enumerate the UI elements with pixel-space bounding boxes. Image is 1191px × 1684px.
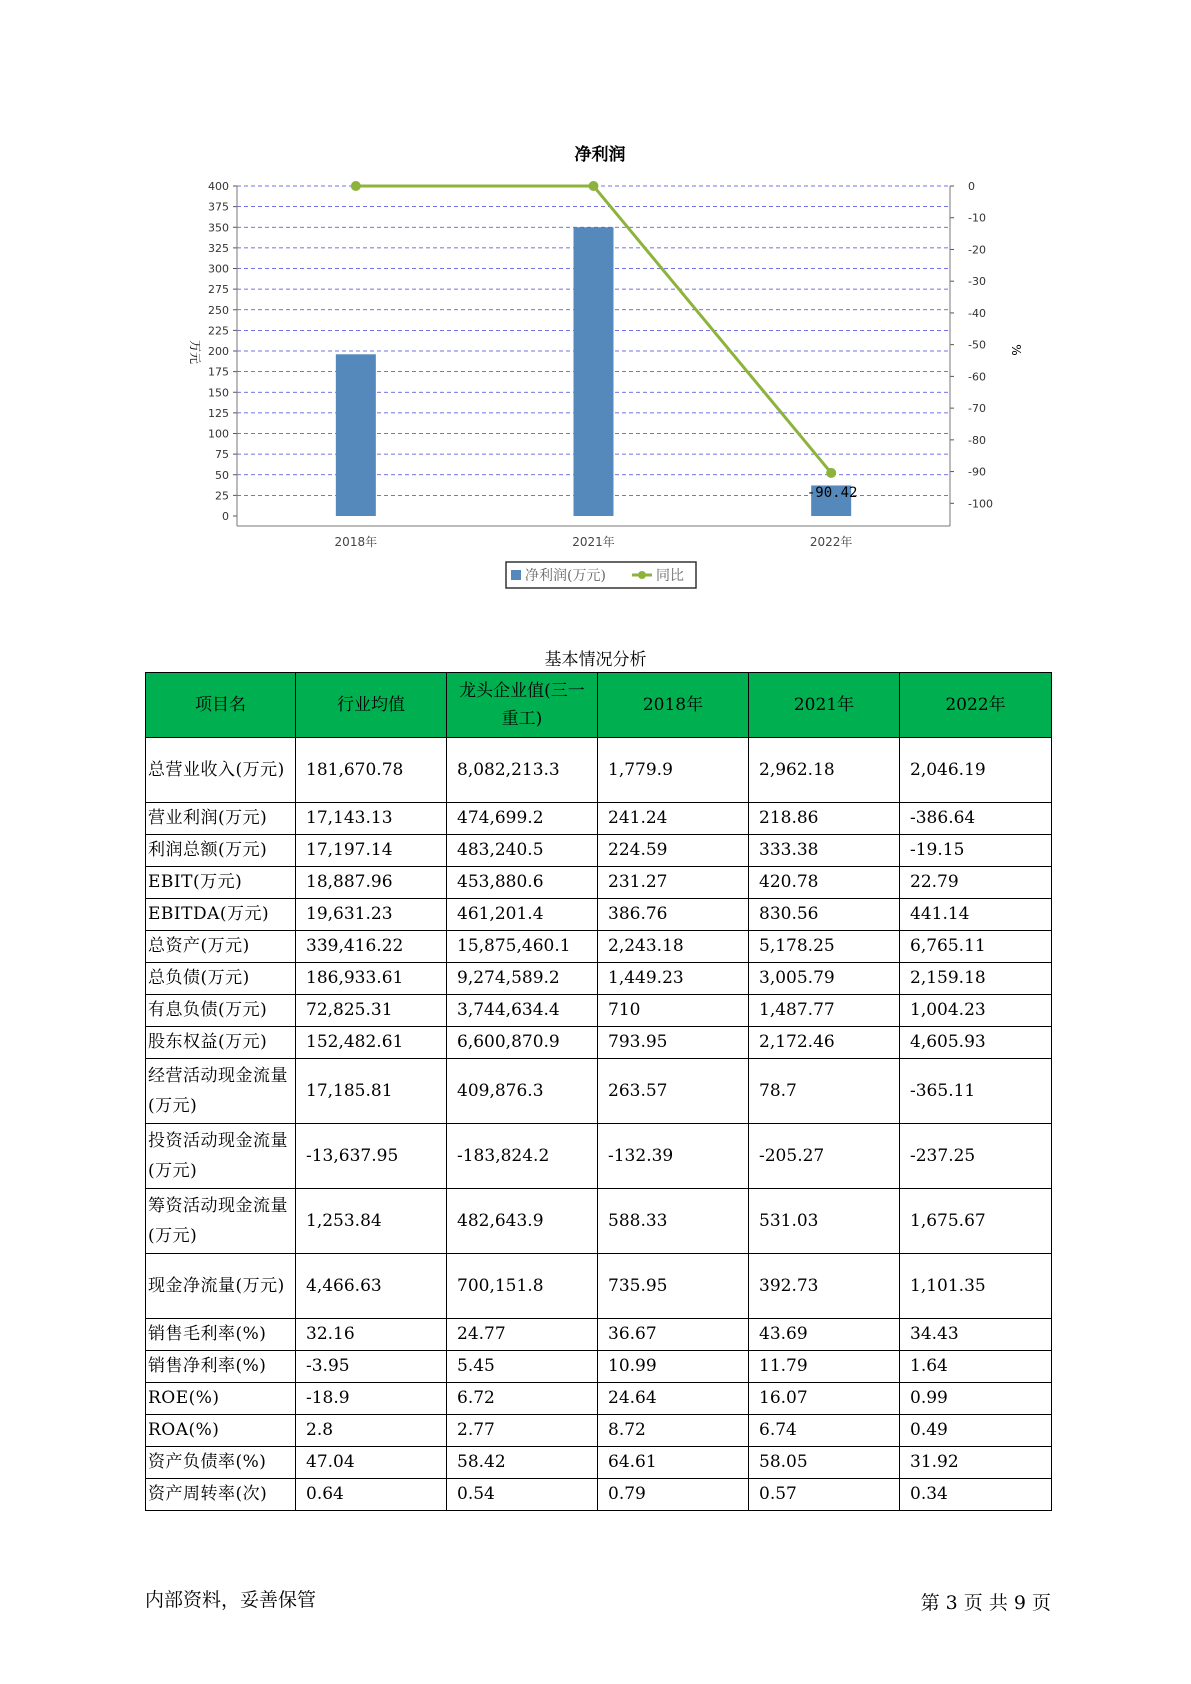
value-cell: 6,600,870.9 [447,1027,598,1059]
value-cell: 241.24 [598,803,749,835]
value-cell: 34.43 [900,1319,1052,1351]
value-cell: 793.95 [598,1027,749,1059]
left-axis-tick-label: 275 [208,283,229,297]
value-cell: -205.27 [749,1124,900,1189]
value-cell: -18.9 [296,1383,447,1415]
value-cell: 6.74 [749,1415,900,1447]
table-row [146,1027,1052,1059]
value-cell: 58.05 [749,1447,900,1479]
value-cell: 483,240.5 [447,835,598,867]
value-cell: 700,151.8 [447,1254,598,1319]
legend-bar-swatch [511,570,521,580]
table-row [146,738,1052,803]
legend-line-label: 同比 [656,568,684,584]
value-cell: 64.61 [598,1447,749,1479]
left-axis-tick-label: 200 [208,345,229,358]
value-cell: 22.79 [900,867,1052,899]
value-cell: 2,962.18 [749,738,900,803]
value-cell: -237.25 [900,1124,1052,1189]
value-cell: 152,482.61 [296,1027,447,1059]
legend-bar-label: 净利润(万元) [525,568,606,584]
left-axis-tick-label: 0 [222,510,229,523]
left-axis-tick-label: 150 [208,386,229,400]
value-cell: 409,876.3 [447,1059,598,1124]
value-cell: 4,605.93 [900,1027,1052,1059]
row-name-cell: 总营业收入(万元) [146,738,296,803]
right-axis-tick-label: -70 [968,402,986,416]
left-axis-tick-label: 400 [208,180,229,193]
x-axis-tick-label: 2018年 [334,535,378,549]
basic-analysis-table [145,672,1052,1511]
value-cell: 2.77 [447,1415,598,1447]
value-cell: 4,466.63 [296,1254,447,1319]
value-cell: 15,875,460.1 [447,931,598,963]
bar [574,227,614,516]
left-axis-tick-label: 175 [208,365,229,379]
value-cell: 0.64 [296,1479,447,1511]
header-cell: 龙头企业值(三一重工) [447,673,598,738]
legend-line-marker [638,571,646,579]
yoy-point [826,468,836,478]
right-axis-tick-label: -40 [968,306,986,320]
row-name-cell: 营业利润(万元) [146,803,296,835]
value-cell: -365.11 [900,1059,1052,1124]
header-cell: 2018年 [598,673,749,738]
value-cell: 441.14 [900,899,1052,931]
right-axis-label: % [1009,344,1023,356]
table-row [146,1415,1052,1447]
value-cell: 710 [598,995,749,1027]
table-row [146,1059,1052,1124]
value-cell: 3,744,634.4 [447,995,598,1027]
value-cell: 333.38 [749,835,900,867]
value-cell: 1,004.23 [900,995,1052,1027]
value-cell: -386.64 [900,803,1052,835]
row-name-cell: 资产负债率(%) [146,1447,296,1479]
row-name-cell: 总负债(万元) [146,963,296,995]
value-cell: 263.57 [598,1059,749,1124]
value-cell: 11.79 [749,1351,900,1383]
header-cell: 项目名 [146,673,296,738]
value-cell: 224.59 [598,835,749,867]
left-axis-tick-label: 75 [215,448,229,462]
value-cell: 461,201.4 [447,899,598,931]
value-cell: 0.99 [900,1383,1052,1415]
left-axis-tick-label: 375 [208,200,229,214]
value-cell: 1,675.67 [900,1189,1052,1254]
table-row [146,835,1052,867]
footer-confidential: 内部资料，妥善保管 [145,1589,317,1611]
value-cell: 0.57 [749,1479,900,1511]
row-name-cell: 经营活动现金流量(万元) [146,1059,296,1124]
value-cell: 0.34 [900,1479,1052,1511]
value-cell: 0.79 [598,1479,749,1511]
value-cell: 474,699.2 [447,803,598,835]
value-cell: 18,887.96 [296,867,447,899]
value-cell: 8,082,213.3 [447,738,598,803]
right-axis-tick-label: -50 [968,338,986,352]
left-axis-tick-label: 50 [215,468,229,482]
left-axis-label: 万元 [188,339,202,365]
value-cell: 420.78 [749,867,900,899]
value-cell: 17,197.14 [296,835,447,867]
value-cell: 218.86 [749,803,900,835]
right-axis-tick-label: -90 [968,465,986,479]
table-row [146,899,1052,931]
right-axis-tick-label: -10 [968,211,986,225]
row-name-cell: ROE(%) [146,1383,296,1415]
left-axis-tick-label: 250 [208,303,229,317]
left-axis-tick-label: 100 [208,427,229,441]
value-cell: 1,101.35 [900,1254,1052,1319]
value-cell: 72,825.31 [296,995,447,1027]
left-axis-tick-label: 350 [208,221,229,235]
table-row [146,995,1052,1027]
net-profit-chart [0,0,1191,600]
right-axis-tick-label: -30 [968,275,986,289]
value-cell: 2,046.19 [900,738,1052,803]
value-cell: 2,243.18 [598,931,749,963]
row-name-cell: 投资活动现金流量(万元) [146,1124,296,1189]
value-cell: 58.42 [447,1447,598,1479]
value-cell: 588.33 [598,1189,749,1254]
value-cell: 482,643.9 [447,1189,598,1254]
left-axis-tick-label: 125 [208,406,229,420]
left-axis-tick-label: 225 [208,324,229,338]
value-cell: 3,005.79 [749,963,900,995]
footer-page-number: 第 3 页 共 9 页 [920,1592,1051,1614]
value-cell: 43.69 [749,1319,900,1351]
left-axis-tick-label: 300 [208,262,229,276]
right-axis-tick-label: -80 [968,433,986,447]
bar [336,354,376,516]
value-cell: 0.49 [900,1415,1052,1447]
value-cell: -132.39 [598,1124,749,1189]
row-name-cell: EBIT(万元) [146,867,296,899]
data-label: -90.42 [806,484,858,501]
row-name-cell: 销售毛利率(%) [146,1319,296,1351]
value-cell: 1,487.77 [749,995,900,1027]
row-name-cell: ROA(%) [146,1415,296,1447]
value-cell: 6,765.11 [900,931,1052,963]
value-cell: 0.54 [447,1479,598,1511]
value-cell: -13,637.95 [296,1124,447,1189]
value-cell: 24.77 [447,1319,598,1351]
row-name-cell: 股东权益(万元) [146,1027,296,1059]
header-cell: 2022年 [900,673,1052,738]
row-name-cell: 资产周转率(次) [146,1479,296,1511]
table-row [146,1189,1052,1254]
value-cell: 181,670.78 [296,738,447,803]
value-cell: 1.64 [900,1351,1052,1383]
table-header-row [146,673,1052,738]
value-cell: 2,172.46 [749,1027,900,1059]
value-cell: -3.95 [296,1351,447,1383]
row-name-cell: 有息负债(万元) [146,995,296,1027]
table-row [146,1319,1052,1351]
value-cell: 32.16 [296,1319,447,1351]
value-cell: 735.95 [598,1254,749,1319]
table-row [146,1124,1052,1189]
value-cell: 6.72 [447,1383,598,1415]
yoy-point [589,181,599,191]
table-row [146,1447,1052,1479]
row-name-cell: 筹资活动现金流量(万元) [146,1189,296,1254]
value-cell: 830.56 [749,899,900,931]
table-caption: 基本情况分析 [544,650,647,670]
row-name-cell: 总资产(万元) [146,931,296,963]
value-cell: 386.76 [598,899,749,931]
value-cell: 531.03 [749,1189,900,1254]
header-cell: 2021年 [749,673,900,738]
value-cell: -183,824.2 [447,1124,598,1189]
chart-title: 净利润 [574,145,626,165]
table-row [146,1351,1052,1383]
table-row [146,1479,1052,1511]
value-cell: 24.64 [598,1383,749,1415]
row-name-cell: 利润总额(万元) [146,835,296,867]
header-cell: 行业均值 [296,673,447,738]
yoy-point [351,181,361,191]
table-row [146,803,1052,835]
table-row [146,963,1052,995]
value-cell: 392.73 [749,1254,900,1319]
value-cell: 5.45 [447,1351,598,1383]
value-cell: 31.92 [900,1447,1052,1479]
value-cell: 9,274,589.2 [447,963,598,995]
left-axis-tick-label: 25 [215,489,229,503]
value-cell: 1,253.84 [296,1189,447,1254]
value-cell: 8.72 [598,1415,749,1447]
right-axis-tick-label: 0 [968,180,975,193]
value-cell: 16.07 [749,1383,900,1415]
right-axis-tick-label: -100 [968,497,993,511]
x-axis-tick-label: 2022年 [809,535,853,549]
value-cell: 78.7 [749,1059,900,1124]
table-row [146,931,1052,963]
value-cell: 186,933.61 [296,963,447,995]
table-row [146,867,1052,899]
value-cell: 1,449.23 [598,963,749,995]
value-cell: 17,143.13 [296,803,447,835]
value-cell: 47.04 [296,1447,447,1479]
value-cell: 2.8 [296,1415,447,1447]
value-cell: 231.27 [598,867,749,899]
right-axis-tick-label: -60 [968,370,986,384]
table-row [146,1254,1052,1319]
value-cell: 10.99 [598,1351,749,1383]
row-name-cell: EBITDA(万元) [146,899,296,931]
value-cell: 5,178.25 [749,931,900,963]
value-cell: -19.15 [900,835,1052,867]
value-cell: 2,159.18 [900,963,1052,995]
x-axis-tick-label: 2021年 [572,535,615,549]
value-cell: 1,779.9 [598,738,749,803]
value-cell: 453,880.6 [447,867,598,899]
value-cell: 17,185.81 [296,1059,447,1124]
table-row [146,1383,1052,1415]
row-name-cell: 现金净流量(万元) [146,1254,296,1319]
row-name-cell: 销售净利率(%) [146,1351,296,1383]
value-cell: 339,416.22 [296,931,447,963]
value-cell: 36.67 [598,1319,749,1351]
right-axis-tick-label: -20 [968,243,986,257]
value-cell: 19,631.23 [296,899,447,931]
left-axis-tick-label: 325 [208,241,229,255]
